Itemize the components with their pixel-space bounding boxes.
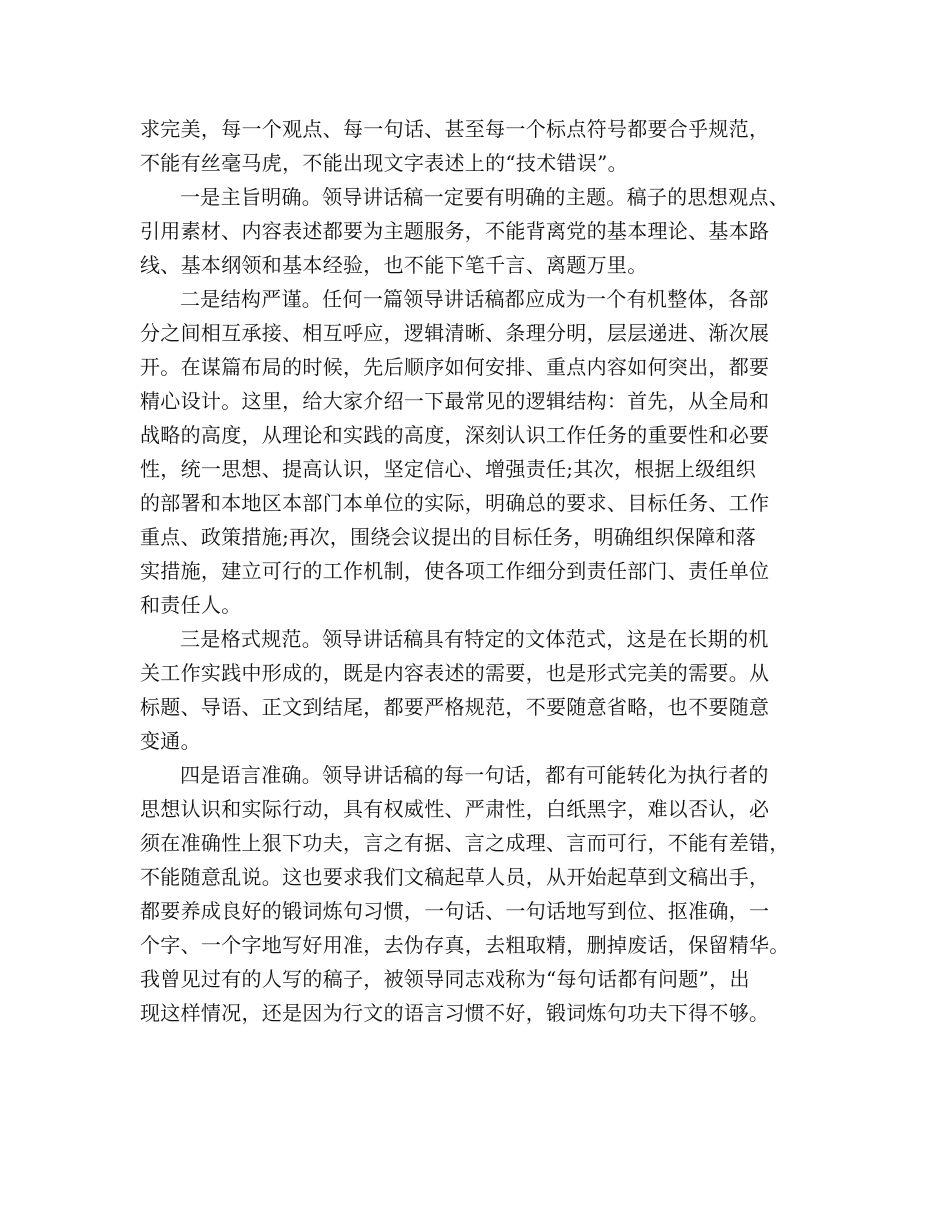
text-line: 思想认识和实际行动，具有权威性、严肃性，白纸黑字，难以否认，必 (140, 797, 770, 821)
paragraph-start-line: 三是格式规范。领导讲话稿具有特定的文体范式，这是在长期的机 (180, 627, 769, 651)
text-line: 分之间相互承接、相互呼应，逻辑清晰、条理分明，层层递进、渐次展 (140, 321, 770, 345)
text-line: 求完美，每一个观点、每一句话、甚至每一个标点符号都要合乎规范， (140, 117, 770, 141)
text-line: 标题、导语、正文到结尾，都要严格规范，不要随意省略，也不要随意 (140, 695, 770, 719)
text-line: 的部署和本地区本部门本单位的实际，明确总的要求、目标任务、工作 (140, 491, 770, 515)
text-line: 引用素材、内容表述都要为主题服务，不能背离党的基本理论、基本路 (140, 219, 770, 243)
text-line: 性，统一思想、提高认识，坚定信心、增强责任;其次，根据上级组织 (140, 457, 757, 481)
paragraph-start-line: 四是语言准确。领导讲话稿的每一句话，都有可能转化为执行者的 (180, 763, 769, 787)
text-line: 开。在谋篇布局的时候，先后顺序如何安排、重点内容如何突出，都要 (140, 355, 770, 379)
text-line: 变通。 (140, 729, 201, 753)
text-line: 不能有丝毫马虎，不能出现文字表述上的“技术错误”。 (140, 151, 628, 175)
document-body (140, 112, 830, 1030)
text-line: 和责任人。 (140, 593, 242, 617)
paragraph-start-line: 二是结构严谨。任何一篇领导讲话稿都应成为一个有机整体，各部 (180, 287, 769, 311)
paragraph-start-line: 一是主旨明确。领导讲话稿一定要有明确的主题。稿子的思想观点、 (180, 185, 789, 209)
text-line: 我曾见过有的人写的稿子，被领导同志戏称为“每句话都有问题”，出 (140, 967, 750, 991)
text-line: 个字、一个字地写好用准，去伪存真，去粗取精，删掉废话，保留精华。 (140, 933, 790, 957)
text-line: 线、基本纲领和基本经验，也不能下笔千言、离题万里。 (140, 253, 648, 277)
text-line: 关工作实践中形成的，既是内容表述的需要，也是形式完美的需要。从 (140, 661, 770, 685)
text-line: 不能随意乱说。这也要求我们文稿起草人员，从开始起草到文稿出手， (140, 865, 770, 889)
text-line: 重点、政策措施;再次，围绕会议提出的目标任务，明确组织保障和落 (140, 525, 757, 549)
text-line: 须在准确性上狠下功夫，言之有据、言之成理、言而可行，不能有差错， (140, 831, 790, 855)
text-line: 都要养成良好的锻词炼句习惯，一句话、一句话地写到位、抠准确，一 (140, 899, 770, 923)
text-line: 现这样情况，还是因为行文的语言习惯不好，锻词炼句功夫下得不够。 (140, 1001, 770, 1025)
text-line: 战略的高度，从理论和实践的高度，深刻认识工作任务的重要性和必要 (140, 423, 770, 447)
text-line: 精心设计。这里，给大家介绍一下最常见的逻辑结构：首先，从全局和 (140, 389, 770, 413)
text-line: 实措施，建立可行的工作机制，使各项工作细分到责任部门、责任单位 (140, 559, 770, 583)
